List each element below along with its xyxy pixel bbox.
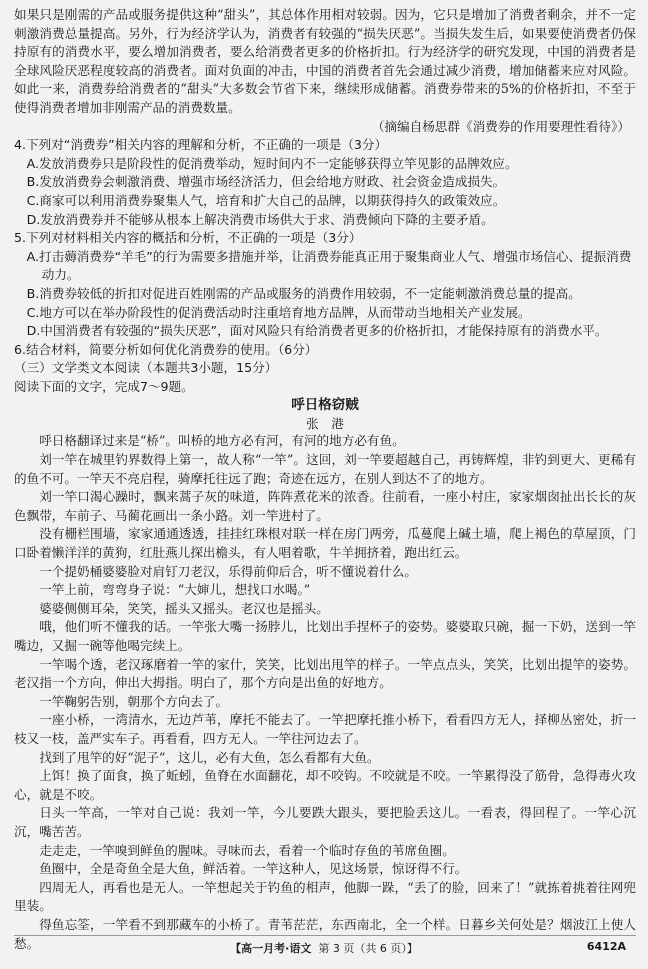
story-body (14, 432, 636, 953)
story-paragraph: 一竿喝个透，老汉琢磨着一竿的家什，笑笑，比划出甩竿的样子。一竿点点头，笑笑，比划出提竿的姿势。老汉指一个方向，伸出大拇指。明白了，那个方向是出鱼的好地方。 (14, 656, 636, 691)
story-paragraph: 鱼圈中，全是奇鱼全是大鱼，鲜活着。一竿这种人，见这场景，惊讶得不行。 (39, 861, 468, 877)
story-paragraph: 一竿上前，弯弯身子说：“大婶儿，想找口水喝。” (39, 582, 311, 598)
option-a: A.发放消费券只是阶段性的促消费举动，短时间内不一定能够获得立竿见影的品牌效应。 (26, 155, 518, 171)
source-citation: （摘编自杨思群《消费券的作用要理性看待》） (371, 118, 630, 134)
option-b: B.发放消费券会刺激消费、增强市场经济活力，但会给地方财政、社会资金造成损失。 (26, 174, 506, 190)
story-paragraph: 刘一竿在城里钓界数得上第一，故人称“一竿”。这回，刘一竿要超越自己，再铸辉煌，非钓到更大、更稀有的鱼不可。一竿天不亮启程，骑摩托往远了跑；奇迹在远方，在别人到达不了的地方。 (14, 452, 636, 486)
question-stem: 5.下列对材料相关内容的概括和分析，不正确的一项是（3分） (14, 230, 362, 246)
reading-instruction: 阅读下面的文字，完成7～9题。 (14, 378, 194, 394)
option-c: C.商家可以利用消费券聚集人气，培育和扩大自己的品牌，以期获得持久的政策效应。 (26, 192, 506, 208)
story-paragraph: 婆婆侧侧耳朵，笑笑，摇头又摇头。老汉也是摇头。 (39, 600, 329, 616)
section-heading: （三）文学类文本阅读（本题共3小题，15分） (14, 360, 278, 376)
story-paragraph: 一座小桥，一湾清水，无边芦苇，摩托不能去了。一竿把摩托推小桥下，看看四方无人，择柳丛密处，折一枝又一枝，盖严实车子。再看看，四方无人。一竿往河边去了。 (14, 712, 636, 746)
footer-paper-code: 6412A (586, 940, 626, 953)
story-paragraph: 日头一竿高，一竿对自己说：我刘一竿，今儿要跌大跟头，要把脸丢这儿。一看表，得回程了。一竿心沉沉，嘴苦苦。 (14, 805, 636, 839)
question-5 (14, 229, 636, 341)
story-paragraph: 刘一竿口渴心躁时，飘来蒿子灰的味道，阵阵煮花米的浓香。往前看，一座小村庄，家家烟囱扯出长长的灰色飘带，车前子、马蔺花画出一条小路。刘一竿进村了。 (14, 489, 636, 523)
story-paragraph: 没有栅栏围墙，家家通通透透，挂挂红珠根对联一样在房门两旁，瓜蔓爬上碱土墙，爬上褐色的草屋顶，门口卧着懒洋洋的黄狗，红肚燕儿探出檐头，有人唱着歌，牛羊拥挤着，跑出红云。 (14, 526, 636, 561)
story-paragraph: 找到了甩竿的好“泥子”，这儿，必有大鱼，怎么看都有大鱼。 (39, 749, 380, 765)
question-stem: 4.下列对“消费券”相关内容的理解和分析，不正确的一项是（3分） (14, 137, 388, 153)
passage-paragraph: 如果只是刚需的产品或服务提供这种“甜头”，其总体作用相对较弱。因为，它只是增加了消费者剩余，并不一定刺激消费总量提高。另外，行为经济学认为，消费者有较强的“损失厌恶”。当损失发生后，如果要使消费者仍保持原有的消费水平，要么增加消费者，要么给消费者更多的价格折扣。行为经济学的研究发现，中国的消费者是全球风险厌恶程度较高的消费者。面对负面的冲击，中国的消费者首先会通过减少消费，增加储蓄来应对风险。如此一来，消费券给消费者的“甜头”大多数会节省下来，继续形成储蓄。消费券带来的5%的价格折扣，不至于使得消费者增加非刚需产品的消费数量。 (14, 7, 636, 115)
question-4 (14, 136, 636, 229)
story-paragraph: 走走走，一竿嗅到鲜鱼的腥味。寻味而去，看着一个临时存鱼的苇席鱼圈。 (39, 842, 455, 858)
footer-page-number: 第 3 页（共 6 页）】 (318, 942, 418, 955)
option-b: B.消费券较低的折扣对促进百姓刚需的产品或服务的消费作用较弱，不一定能刺激消费总量的提高。 (26, 285, 581, 301)
passage-top (14, 6, 636, 118)
page-footer (0, 938, 648, 958)
story-author: 张 港 (306, 416, 344, 432)
story-title: 呼日格窃贼 (291, 397, 359, 414)
story-paragraph: 上饵！换了面食，换了蚯蚓，鱼脊在水面翻花，却不咬钩。不咬就是不咬。一竿累得没了筋骨，急得毒火攻心，就是不咬。 (14, 768, 636, 802)
question-6: 6.结合材料，简要分析如何优化消费券的使用。（6分） (14, 341, 318, 357)
footer-exam-label: 【高一月考·语文 (230, 942, 312, 955)
story-paragraph: 呼日格翻译过来是“桥”。叫桥的地方必有河，有河的地方必有鱼。 (39, 433, 405, 449)
footer-page-info (0, 940, 648, 956)
option-a: A.打击薅消费券“羊毛”的行为需要多措施并举，让消费券能真正用于聚集商业人气、增强市场信心、提振消费动力。 (26, 248, 632, 283)
option-d: D.中国消费者有较强的“损失厌恶”，面对风险只有给消费者更多的价格折扣，才能保持原有的消费水平。 (26, 323, 608, 339)
story-paragraph: 一个提奶桶婆婆脸对肩钉刀老汉，乐得前仰后合，听不懂说着什么。 (39, 563, 417, 579)
story-paragraph: 得鱼忘筌，一竿看不到那藏车的小桥了。青苇茫茫，东西南北，全一个样。日暮乡关何处是？烟波江上使人愁。 (14, 916, 636, 951)
footer-divider (14, 935, 636, 936)
story-paragraph: 一竿鞠躬告别，朝那个方向去了。 (39, 693, 229, 709)
option-d: D.发放消费券并不能够从根本上解决消费市场供大于求、消费倾向下降的主要矛盾。 (26, 211, 494, 227)
option-c: C.地方可以在举办阶段性的促消费活动时注重培育地方品牌，从而带动当地相关产业发展。 (26, 304, 531, 320)
story-paragraph: 四周无人，再看也是无人。一竿想起关于钓鱼的相声，他脚一跺，“丢了的脸，回来了！”就拣着挑着往网兜里装。 (14, 879, 636, 914)
story-paragraph: 哦，他们听不懂我的话。一竿张大嘴一扬脖儿，比划出手捏杯子的姿势。婆婆取只碗，掘一下奶，送到一竿嘴边，又掘一碗等他喝完续上。 (14, 619, 636, 653)
